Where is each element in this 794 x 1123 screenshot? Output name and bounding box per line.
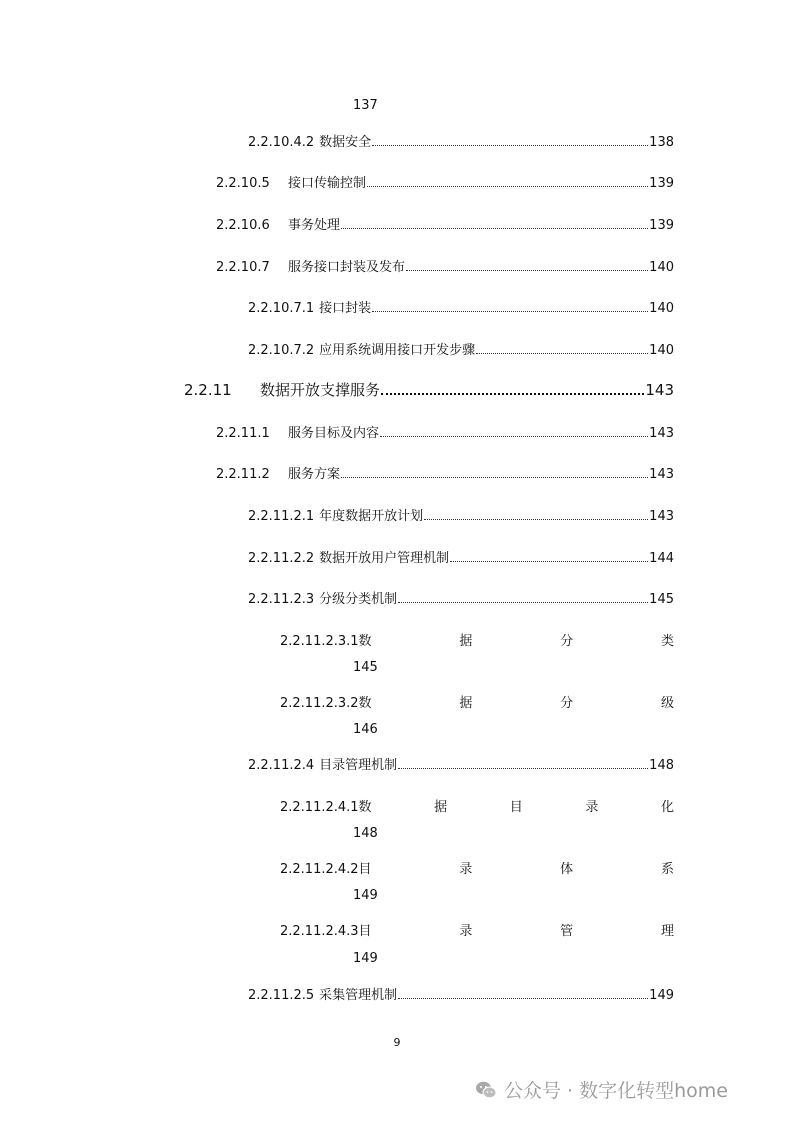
dot-leader <box>341 228 648 229</box>
toc-entry[interactable] <box>248 984 674 1003</box>
toc-entry-text-part: 类 <box>660 634 674 649</box>
toc-entry-title: 数据安全 <box>319 135 372 150</box>
dot-leader <box>398 602 648 603</box>
toc-entry[interactable] <box>216 422 674 441</box>
toc-entry-number: 2.2.10.7 <box>216 260 270 275</box>
footer-page-number: 9 <box>393 1036 401 1049</box>
dot-leader <box>424 519 648 520</box>
toc-entry-text-part: 理 <box>660 924 674 939</box>
toc-entry-page: 143 <box>645 381 674 399</box>
toc-page-number: 149 <box>353 888 378 903</box>
toc-entry[interactable] <box>248 505 674 524</box>
toc-entry-title: 服务目标及内容 <box>288 426 380 441</box>
dot-leader <box>381 393 644 395</box>
toc-entry-number: 2.2.11 <box>184 381 232 399</box>
toc-entry-page: 144 <box>649 551 674 566</box>
toc-entry[interactable] <box>280 796 674 815</box>
toc-entry[interactable] <box>280 858 674 877</box>
toc-entry-text-part: 分 <box>560 634 574 649</box>
toc-entry-title: 接口传输控制 <box>288 176 367 191</box>
toc-entry-text-part: 管 <box>560 924 574 939</box>
toc-entry-page: 139 <box>649 218 674 233</box>
toc-entry-text-part: 2.2.11.2.3.2数 <box>280 696 372 711</box>
toc-entry-title: 事务处理 <box>288 218 341 233</box>
toc-entry[interactable] <box>280 692 674 711</box>
toc-entry-number: 2.2.11.2 <box>216 467 270 482</box>
toc-entry-text-part: 2.2.11.2.4.1数 <box>280 800 372 815</box>
toc-entry-text-part: 据 <box>434 800 448 815</box>
toc-entry[interactable] <box>216 172 674 191</box>
toc-entry[interactable] <box>280 630 674 649</box>
toc-entry-text-part: 录 <box>459 924 473 939</box>
dot-leader <box>372 145 648 146</box>
wechat-icon <box>474 1078 498 1102</box>
toc-entry-number: 2.2.11.2.3 <box>248 592 315 607</box>
watermark <box>474 1076 728 1103</box>
toc-entry-text-part: 级 <box>660 696 674 711</box>
toc-entry-text-part: 据 <box>459 634 473 649</box>
toc-entry[interactable] <box>184 379 674 400</box>
toc-page-number: 148 <box>353 826 378 841</box>
toc-entry-number: 2.2.10.4.2 <box>248 135 315 150</box>
toc-page-number: 137 <box>353 98 378 113</box>
toc-entry[interactable] <box>248 339 674 358</box>
toc-entry-text-part: 2.2.11.2.4.3目 <box>280 924 372 939</box>
toc-entry-title: 分级分类机制 <box>319 592 398 607</box>
dot-leader <box>380 436 648 437</box>
toc-entry-number: 2.2.10.6 <box>216 218 270 233</box>
toc-entry-text-part: 体 <box>560 862 574 877</box>
toc-entry-text-part: 录 <box>585 800 599 815</box>
toc-entry-page: 143 <box>649 426 674 441</box>
toc-entry-title: 应用系统调用接口开发步骤 <box>319 343 476 358</box>
dot-leader <box>398 768 648 769</box>
toc-entry[interactable] <box>248 297 674 316</box>
toc-entry-page: 140 <box>649 260 674 275</box>
toc-entry-number: 2.2.11.2.2 <box>248 551 315 566</box>
toc-entry-text-part: 据 <box>459 696 473 711</box>
toc-entry-text-part: 录 <box>459 862 473 877</box>
toc-entry-text-part: 2.2.11.2.4.2目 <box>280 862 372 877</box>
toc-entry-title: 数据开放用户管理机制 <box>319 551 450 566</box>
toc-entry-page: 143 <box>649 509 674 524</box>
toc-entry[interactable] <box>248 131 674 150</box>
toc-entry-number: 2.2.11.1 <box>216 426 270 441</box>
toc-entry-number: 2.2.11.2.5 <box>248 988 315 1003</box>
toc-entry-title: 接口封装 <box>319 301 372 316</box>
toc-entry-title: 服务方案 <box>288 467 341 482</box>
toc-entry-page: 143 <box>649 467 674 482</box>
dot-leader <box>406 270 648 271</box>
toc-entry-text-part: 系 <box>660 862 674 877</box>
toc-entry-page: 139 <box>649 176 674 191</box>
toc-entry-page: 145 <box>649 592 674 607</box>
toc-entry-page: 148 <box>649 758 674 773</box>
toc-entry[interactable] <box>248 754 674 773</box>
toc-entry-title: 服务接口封装及发布 <box>288 260 406 275</box>
toc-entry-title: 采集管理机制 <box>319 988 398 1003</box>
dot-leader <box>372 311 648 312</box>
toc-entry-page: 138 <box>649 135 674 150</box>
toc-page-number: 146 <box>353 722 378 737</box>
toc-entry[interactable] <box>280 920 674 939</box>
toc-entry-number: 2.2.11.2.4 <box>248 758 315 773</box>
dot-leader <box>341 477 648 478</box>
toc-entry[interactable] <box>248 588 674 607</box>
toc-entry-text-part: 分 <box>560 696 574 711</box>
toc-entry-text-part: 2.2.11.2.3.1数 <box>280 634 372 649</box>
toc-entry-title: 数据开放支撑服务 <box>260 381 381 399</box>
toc-entry-text-part: 化 <box>660 800 674 815</box>
toc-entry[interactable] <box>248 547 674 566</box>
toc-page-number: 145 <box>353 660 378 675</box>
toc-entry[interactable] <box>216 214 674 233</box>
toc-entry-page: 149 <box>649 988 674 1003</box>
dot-leader <box>398 998 648 999</box>
toc-entry-title: 年度数据开放计划 <box>319 509 424 524</box>
toc-entry-title: 目录管理机制 <box>319 758 398 773</box>
toc-entry[interactable] <box>216 256 674 275</box>
toc-entry-text-part: 目 <box>509 800 523 815</box>
toc-entry-number: 2.2.10.7.2 <box>248 343 315 358</box>
dot-leader <box>450 561 648 562</box>
toc-entry-number: 2.2.10.7.1 <box>248 301 315 316</box>
toc-entry[interactable] <box>216 463 674 482</box>
toc-entry-page: 140 <box>649 343 674 358</box>
toc-entry-number: 2.2.11.2.1 <box>248 509 315 524</box>
watermark-text: 公众号 · 数字化转型home <box>504 1080 728 1102</box>
toc-entry-number: 2.2.10.5 <box>216 176 270 191</box>
dot-leader <box>367 186 648 187</box>
toc-entry-page: 140 <box>649 301 674 316</box>
dot-leader <box>476 353 648 354</box>
toc-page-number: 149 <box>353 951 378 966</box>
